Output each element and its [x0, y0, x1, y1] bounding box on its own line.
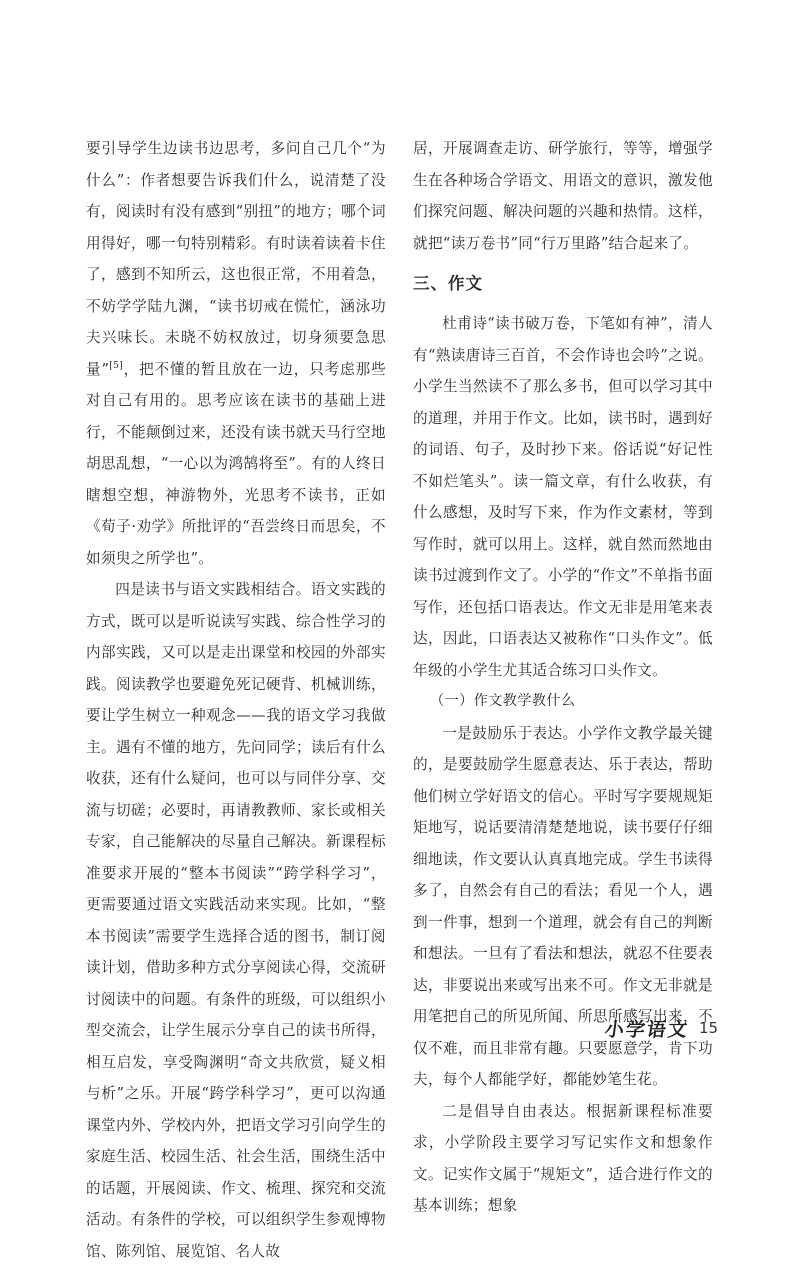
page-number: 15 [699, 1019, 719, 1037]
left-column [86, 133, 386, 1267]
page-footer [605, 1011, 718, 1045]
paragraph-encourage-expression: 一是鼓励乐于表达。小学作文教学最关键的，是要鼓励学生愿意表达、乐于表达，帮助他们树立学好语文的信心。平时写字要规规矩矩地写，说话要清清楚楚地说，读书要仔仔细细地读，作文要认认真真地完成。学生书读得多了，自然会有自己的看法；看见一个人，遇到一件事，想到一个道理，就会有自己的判断和想法。一旦有了看法和想法，就忍不住要表达，非要说出来或写出来不可。作文无非就是用笔把自己的所见所闻、所思所感写出来，不仅不难，而且非常有趣。只要愿意学，肯下功夫，每个人都能学好，都能妙笔生花。 [413, 724, 713, 1088]
section-heading-composition: 三、作文 [413, 274, 483, 293]
paragraph-reading-thinking [86, 133, 386, 574]
paragraph-text: 要引导学生边读书边思考，多问自己几个“为什么”：作者想要告诉我们什么，说清楚了没有，阅读时有没有感到“别扭”的地方；哪个词用得好，哪一句特别精彩。有时读着读着卡住了，感到不知所云，这也很正常，不用着急，不妨学学陆九渊，“读书切戒在慌忙，涵泳功夫兴味长。未晓不妨权放过，切身须要急思量” [86, 140, 386, 378]
paragraph-continued: 居，开展调查走访、研学旅行，等等，增强学生在各种场合学语文、用语文的意识，激发他们探究问题、解决问题的兴趣和热情。这样，就把“读万卷书”同“行万里路”结合起来了。 [413, 140, 713, 252]
journal-name: 小学语文 [603, 1018, 691, 1041]
paragraph-free-expression: 二是倡导自由表达。根据新课程标准要求，小学阶段主要学习写记实作文和想象作文。记实作文属于“规矩文”，适合进行作文的基本训练；想象 [413, 1102, 713, 1214]
paragraph-composition-intro: 杜甫诗“读书破万卷，下笔如有神”，清人有“熟读唐诗三百首，不会作诗也会吟”之说。小学生当然读不了那么多书，但可以学习其中的道理，并用于作文。比如，读书时，遇到好的词语、句子，及时抄下来。俗话说“好记性不如烂笔头”。读一篇文章，有什么收获，有什么感想，及时写下来，作为作文素材，等到写作时，就可以用上。这样，就自然而然地由读书过渡到作文了。小学的“作文”不单指书面写作，还包括口语表达。作文无非是用笔来表达，因此，口语表达又被称作“口头作文”。低年级的小学生尤其适合练习口头作文。 [413, 315, 713, 679]
sub-heading-what-to-teach: （一）作文教学教什么 [430, 693, 576, 709]
paragraph-text: ，把不懂的暂且放在一边，只考虑那些对自己有用的。思考应该在读书的基础上进行，不能颠倒过来，还没有读书就天马行空地胡思乱想，“一心以为鸿鹄将至”。有的人终日瞎想空想，神游物外，光思考不读书，正如《荀子·劝学》所批评的“吾尝终日而思矣，不如须臾之所学也”。 [86, 360, 386, 567]
paragraph-reading-practice: 四是读书与语文实践相结合。语文实践的方式，既可以是听说读写实践、综合性学习的内部实践，又可以是走出课堂和校园的外部实践。阅读教学也要避免死记硬背、机械训练，要让学生树立一种观念——我的语文学习我做主。遇有不懂的地方，先问同学；读后有什么收获，还有什么疑问，也可以与同伴分享、交流与切磋；必要时，再请教教师、家长或相关专家，自己能解决的尽量自己解决。新课程标准要求开展的“整本书阅读”“跨学科学习”，更需要通过语文实践活动来实现。比如，“整本书阅读”需要学生选择合适的图书，制订阅读计划，借助多种方式分享阅读心得，交流研讨阅读中的问题。有条件的班级，可以组织小型交流会，让学生展示分享自己的读书所得，相互启发，享受陶渊明“奇文共欣赏，疑义相与析”之乐。开展“跨学科学习”，更可以沟通课堂内外、学校内外，把语文学习引向学生的家庭生活、校园生活、社会生活，围绕生活中的话题，开展阅读、作文、梳理、探究和交流活动。有条件的学校，可以组织学生参观博物馆、陈列馆、展览馆、名人故 [86, 581, 386, 1260]
right-column [413, 133, 713, 1222]
footnote-reference[interactable]: [5] [109, 360, 124, 371]
